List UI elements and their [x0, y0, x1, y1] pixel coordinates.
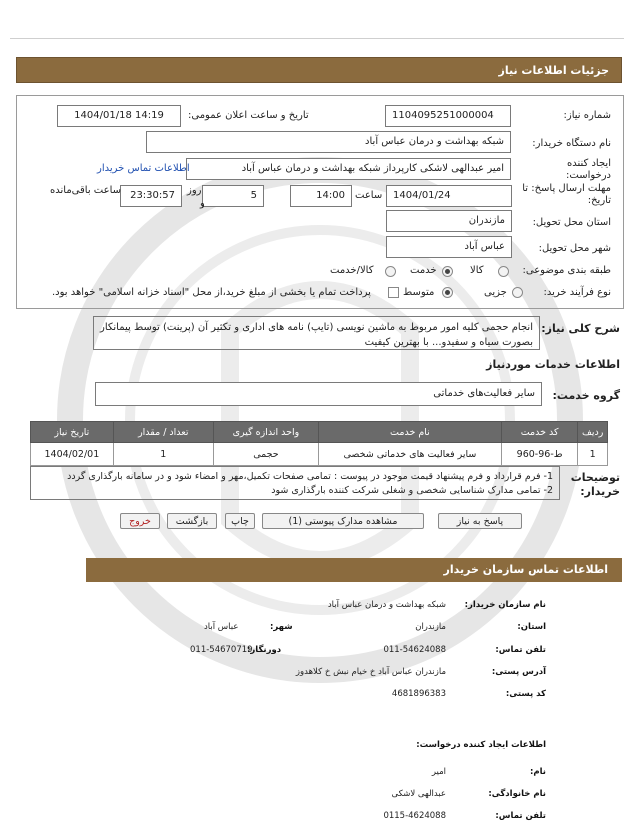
postal-value: 4681896383: [391, 689, 446, 699]
deadline-time-field: 14:00: [290, 185, 352, 207]
address-value: مازندران عباس آباد خ خیام نبش خ کلاهدوز: [295, 667, 446, 677]
fax-value: 011-54670719: [190, 645, 253, 655]
description-text: انجام حجمی کلیه امور مربوط به ماشین نویسی (تایپ) نامه های اداری و تکثیر آن (پرینت) توسط پیمانکار بصورت سیاه و سفیدو... با بهترین کیفیت: [93, 316, 540, 350]
service-group-label: گروه خدمت:: [552, 389, 620, 402]
province-contact-label: استان:: [517, 622, 546, 632]
cell-date: 1404/02/01: [31, 443, 114, 466]
cell-name: سایر فعالیت های خدماتی شخصی: [319, 443, 502, 466]
services-title: اطلاعات خدمات موردنیاز: [486, 358, 620, 371]
province-contact-value: مازندران: [415, 622, 446, 632]
notes-box: [30, 466, 560, 500]
services-table: [30, 421, 608, 466]
process-radio-medium[interactable]: [442, 287, 453, 298]
col-name: نام خدمت: [319, 422, 502, 443]
phone-label: تلفن تماس:: [495, 645, 546, 655]
province-field: مازندران: [386, 210, 512, 232]
address-label: آدرس پستی:: [491, 667, 546, 677]
category-option-goods: کالا: [470, 265, 484, 276]
deadline-label-1: مهلت ارسال پاسخ: تا: [522, 183, 611, 194]
creator-info-title: اطلاعات ایجاد کننده درخواست:: [416, 740, 546, 750]
col-unit: واحد اندازه گیری: [213, 422, 318, 443]
remaining-time-field: 23:30:57: [120, 185, 182, 207]
announce-field: 1404/01/18 14:19: [57, 105, 181, 127]
service-group-field: سایر فعالیت‌های خدماتی: [95, 382, 542, 406]
need-number-label: شماره نیاز:: [563, 110, 611, 121]
reply-button[interactable]: پاسخ به نیاز: [438, 513, 522, 529]
category-option-goods-service: کالا/خدمت: [330, 265, 374, 276]
city-field: عباس آباد: [386, 236, 512, 258]
cell-row: 1: [578, 443, 608, 466]
page-header: جزئیات اطلاعات نیاز: [16, 57, 622, 83]
city-contact-label: شهر:: [270, 622, 293, 632]
process-label: نوع فرآیند خرید:: [543, 287, 611, 298]
treasury-checkbox[interactable]: [388, 287, 399, 298]
creator-label-1: ایجاد کننده: [567, 158, 611, 169]
province-label: استان محل تحویل:: [532, 217, 611, 228]
cell-unit: حجمی: [213, 443, 318, 466]
process-radio-minor[interactable]: [512, 287, 523, 298]
notes-line-2: 2- تمامی مدارک شناسایی شخصی و شغلی شرکت کننده بارگذاری شود: [271, 485, 553, 496]
phone-value: 011-54624088: [383, 645, 446, 655]
col-qty: تعداد / مقدار: [113, 422, 213, 443]
creator-field: امیر عبدالهی لاشکی کارپرداز شبکه بهداشت و درمان عباس آباد: [186, 158, 511, 180]
description-label: شرح کلی نیاز:: [541, 322, 620, 335]
org-value: شبکه بهداشت و درمان عباس آباد: [327, 600, 446, 610]
org-label: نام سازمان خریدار:: [464, 600, 546, 610]
first-name-value: امیر: [431, 767, 446, 777]
need-number-field: 1104095251000004: [385, 105, 511, 127]
last-name-label: نام خانوادگی:: [488, 789, 546, 799]
category-radio-goods[interactable]: [498, 266, 509, 277]
process-option-medium: متوسط: [403, 287, 435, 298]
back-button[interactable]: بازگشت: [167, 513, 217, 529]
deadline-date-field: 1404/01/24: [386, 185, 512, 207]
buyer-contact-link[interactable]: اطلاعات تماس خریدار: [97, 163, 190, 174]
col-date: تاریخ نیاز: [31, 422, 114, 443]
remaining-label: ساعت باقی‌مانده: [50, 185, 122, 196]
last-name-value: عبدالهی لاشکی: [391, 789, 446, 799]
category-radio-service[interactable]: [442, 266, 453, 277]
col-row: ردیف: [578, 422, 608, 443]
deadline-label-2: تاریخ:: [587, 195, 611, 206]
first-name-label: نام:: [529, 767, 546, 777]
buyer-name-label: نام دستگاه خریدار:: [532, 138, 611, 149]
creator-phone-value: 0115-4624088: [383, 811, 446, 821]
and-label: و: [200, 198, 205, 209]
table-row: [31, 443, 608, 466]
category-label: طبقه بندی موضوعی:: [522, 265, 611, 276]
days-field: 5: [202, 185, 264, 207]
cell-qty: 1: [113, 443, 213, 466]
fax-label: دورنگار:: [247, 645, 282, 655]
category-option-service: خدمت: [410, 265, 437, 276]
creator-label-2: درخواست:: [566, 170, 611, 181]
process-option-minor: جزیی: [484, 287, 507, 298]
payment-note: پرداخت تمام یا بخشی از مبلغ خرید،از محل "اسناد خزانه اسلامی" خواهد بود.: [52, 287, 371, 298]
days-label: روز: [187, 185, 202, 196]
category-radio-goods-service[interactable]: [385, 266, 396, 277]
notes-label-2: خریدار:: [580, 485, 620, 498]
notes-label-1: توضیحات: [570, 471, 620, 484]
services-table-header: [31, 422, 608, 443]
creator-phone-label: تلفن تماس:: [495, 811, 546, 821]
exit-button[interactable]: خروج: [120, 513, 160, 529]
attachments-button[interactable]: مشاهده مدارک پیوستی (1): [262, 513, 424, 529]
time-label: ساعت: [355, 190, 383, 201]
city-contact-value: عباس آباد: [204, 622, 239, 632]
notes-line-1: 1- فرم قرارداد و فرم پیشنهاد قیمت موجود در پیوست : تمامی صفحات تکمیل،مهر و امضاء شود و در سامانه بارگذاری گردد: [67, 471, 553, 482]
buyer-name-field: شبکه بهداشت و درمان عباس آباد: [146, 131, 511, 153]
postal-label: کد پستی:: [505, 689, 546, 699]
announce-label: تاریخ و ساعت اعلان عمومی:: [188, 110, 309, 121]
print-button[interactable]: چاپ: [225, 513, 255, 529]
cell-code: ط-96-960: [501, 443, 578, 466]
contact-header: اطلاعات تماس سازمان خریدار: [86, 558, 622, 582]
top-divider: [10, 38, 624, 39]
city-label: شهر محل تحویل:: [538, 243, 611, 254]
col-code: کد خدمت: [501, 422, 578, 443]
